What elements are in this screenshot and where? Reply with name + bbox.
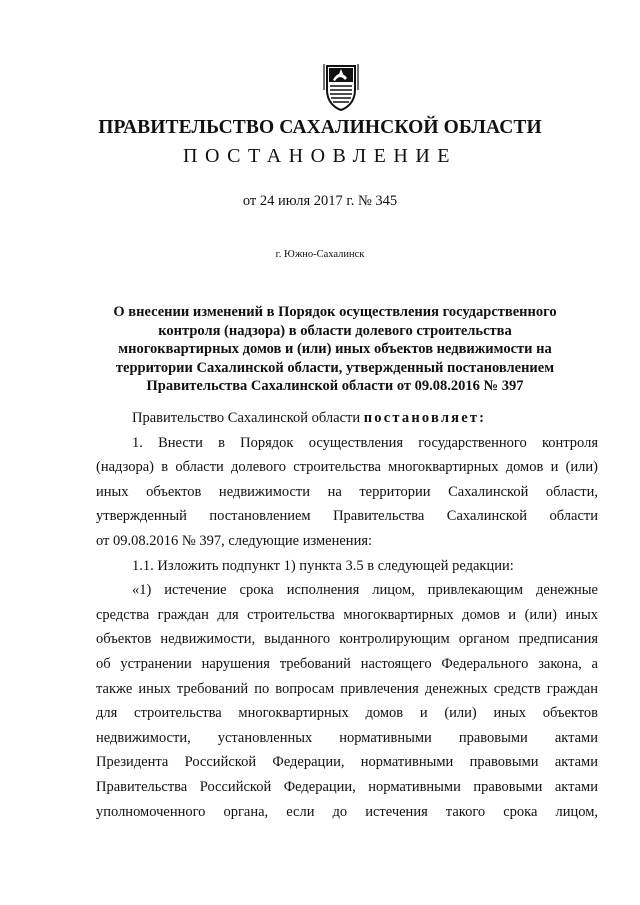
body-line: также иных требований по вопросам привлечения денежных средств граждан: [96, 680, 598, 697]
body-line: (надзора) в области долевого строительства многоквартирных домов и (или): [96, 459, 598, 476]
subject-line: Правительства Сахалинской области от 09.08.2016 № 397: [146, 378, 524, 394]
body-line: средства граждан для строительства многоквартирных домов и (или) иных: [96, 606, 598, 623]
body-line: 1. Внести в Порядок осуществления государственного контроля: [132, 434, 598, 451]
subject-line: многоквартирных домов и (или) иных объектов недвижимости на: [118, 341, 552, 357]
document-body: [96, 406, 598, 824]
document-date-number: от 24 июля 2017 г. № 345: [242, 193, 398, 209]
subject-line: контроля (надзора) в области долевого строительства: [158, 322, 512, 339]
resolves-paragraph: [96, 406, 598, 431]
subject-line: территории Сахалинской области, утвержденный постановлением: [115, 359, 555, 376]
government-title: ПРАВИТЕЛЬСТВО САХАЛИНСКОЙ ОБЛАСТИ: [98, 117, 542, 138]
body-line: объектов недвижимости, выданного контролирующим органом предписания: [96, 631, 598, 648]
subject-line: О внесении изменений в Порядок осуществления государственного: [113, 304, 557, 320]
document-city: г. Южно-Сахалинск: [275, 249, 365, 260]
body-line: об устранении нарушения требований настоящего Федерального закона, а: [96, 655, 598, 672]
coat-of-arms-emblem: [321, 60, 361, 112]
resolves-word: постановляет:: [363, 410, 487, 426]
document-subject: [96, 303, 574, 396]
body-line: «1) истечение срока исполнения лицом, привлекающим денежные: [132, 582, 598, 599]
body-line: Правительства Российской Федерации, нормативными правовыми актами: [96, 778, 598, 795]
body-line: утвержденный постановлением Правительства Сахалинской области: [96, 508, 598, 525]
body-line: от 09.08.2016 № 397, следующие изменения:: [96, 532, 373, 549]
body-line: недвижимости, установленных нормативными правовыми актами: [96, 729, 598, 746]
document-type: ПОСТАНОВЛЕНИЕ: [183, 145, 457, 167]
body-line: Президента Российской Федерации, нормативными правовыми актами: [96, 754, 598, 771]
body-line: иных объектов недвижимости на территории Сахалинской области,: [96, 483, 598, 500]
body-line: уполномоченного органа, если до истечения такого срока лицом,: [96, 803, 598, 820]
body-line: 1.1. Изложить подпункт 1) пункта 3.5 в следующей редакции:: [132, 557, 514, 574]
resolves-prefix: Правительство Сахалинской области: [132, 410, 361, 426]
body-line: для строительства многоквартирных домов и (или) иных объектов: [96, 705, 598, 722]
